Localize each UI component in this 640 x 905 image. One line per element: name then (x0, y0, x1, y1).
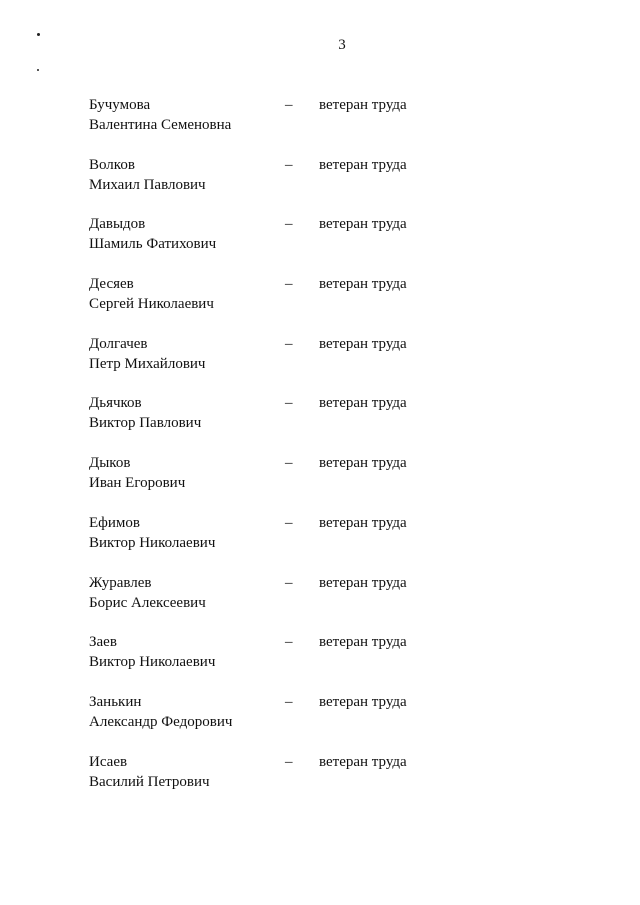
entry-surname: Бучумова (89, 97, 151, 113)
entry-dash: – (285, 753, 293, 770)
entry-given-name: Александр Федорович (89, 713, 233, 730)
page-number: 3 (338, 37, 346, 53)
entry-surname: Занькин (89, 693, 142, 710)
entry-given-name: Борис Алексеевич (89, 594, 206, 611)
entry-surname: Десяев (89, 276, 134, 293)
entry-surname: Дыков (89, 455, 131, 472)
list-item (89, 453, 609, 493)
entry-dash: – (285, 395, 293, 412)
scan-speck (37, 69, 39, 71)
entry-status: ветеран труда (319, 335, 407, 352)
entry-status: ветеран труда (319, 97, 407, 113)
list-item (89, 274, 609, 314)
list-item (89, 752, 609, 792)
entry-dash: – (285, 574, 293, 591)
entry-given-name: Виктор Николаевич (89, 534, 216, 551)
entry-dash: – (285, 514, 293, 531)
entry-status: ветеран труда (319, 634, 407, 651)
recipient-list (89, 95, 609, 811)
entry-status: ветеран труда (319, 574, 407, 591)
entry-surname: Дьячков (89, 395, 142, 412)
entry-surname: Долгачев (89, 335, 148, 352)
entry-given-name: Василий Петрович (89, 773, 210, 790)
entry-dash: – (285, 455, 293, 472)
entry-dash: – (285, 634, 293, 651)
entry-given-name: Сергей Николаевич (89, 296, 214, 313)
entry-surname: Ефимов (89, 514, 140, 531)
entry-dash: – (285, 156, 293, 173)
list-item (89, 95, 609, 135)
entry-status: ветеран труда (319, 455, 407, 472)
list-item (89, 573, 609, 613)
entry-dash: – (285, 276, 293, 293)
entry-dash: – (285, 216, 293, 233)
entry-given-name: Петр Михайлович (89, 355, 206, 372)
list-item (89, 692, 609, 732)
entry-given-name: Михаил Павлович (89, 176, 206, 193)
list-item (89, 334, 609, 374)
entry-dash: – (285, 693, 293, 710)
entry-given-name: Валентина Семеновна (89, 117, 232, 133)
entry-surname: Журавлев (89, 574, 152, 591)
entry-surname: Волков (89, 156, 135, 173)
list-item (89, 513, 609, 553)
entry-status: ветеран труда (319, 216, 407, 233)
list-item (89, 155, 609, 195)
scan-speck (37, 33, 40, 36)
list-item (89, 632, 609, 672)
entry-status: ветеран труда (319, 156, 407, 173)
list-item (89, 214, 609, 254)
entry-status: ветеран труда (319, 753, 407, 770)
entry-surname: Исаев (89, 753, 128, 770)
entry-status: ветеран труда (319, 395, 407, 412)
entry-dash: – (285, 97, 293, 113)
entry-given-name: Виктор Николаевич (89, 654, 216, 671)
entry-given-name: Иван Егорович (89, 475, 186, 492)
entry-status: ветеран труда (319, 514, 407, 531)
entry-surname: Заев (89, 634, 117, 651)
entry-given-name: Виктор Павлович (89, 415, 202, 432)
entry-status: ветеран труда (319, 693, 407, 710)
list-item (89, 393, 609, 433)
entry-surname: Давыдов (89, 216, 146, 233)
entry-dash: – (285, 335, 293, 352)
entry-given-name: Шамиль Фатихович (89, 236, 217, 253)
entry-status: ветеран труда (319, 276, 407, 293)
